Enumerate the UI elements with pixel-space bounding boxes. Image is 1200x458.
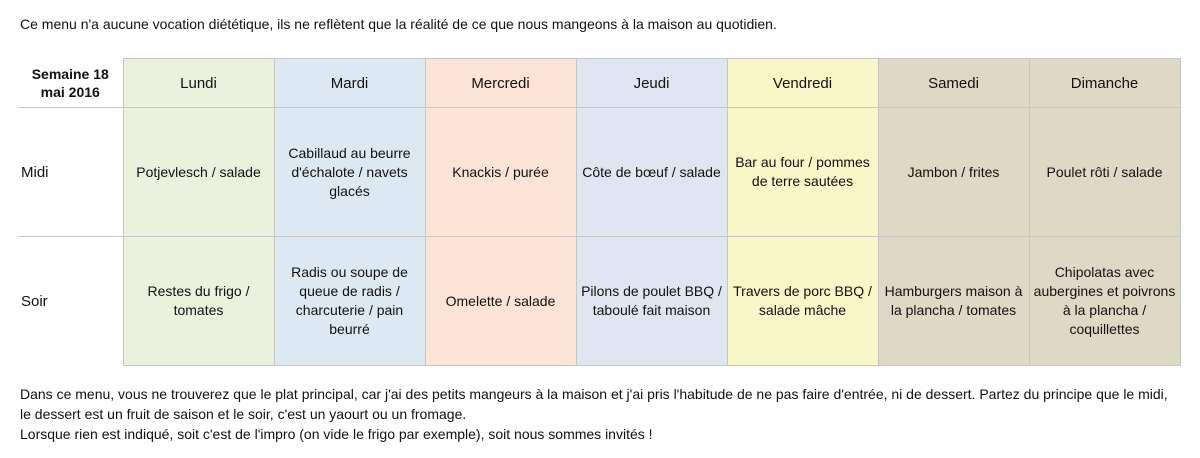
midi-meal-mardi: Cabillaud au beurre d'échalote / navets glacés xyxy=(274,108,425,237)
day-header-mercredi: Mercredi xyxy=(425,59,576,108)
intro-text: Ce menu n'a aucune vocation diététique, ils ne reflètent que la réalité de ce que nous mangeons à la maison au quotidien. xyxy=(20,16,777,32)
day-header-lundi: Lundi xyxy=(123,59,274,108)
midi-label: Midi xyxy=(18,108,123,237)
soir-meal-mercredi: Omelette / salade xyxy=(425,237,576,366)
day-header-mardi: Mardi xyxy=(274,59,425,108)
soir-label: Soir xyxy=(18,237,123,366)
soir-row xyxy=(18,237,1180,366)
soir-meal-jeudi: Pilons de poulet BBQ / taboulé fait maison xyxy=(576,237,727,366)
midi-meal-mercredi: Knackis / purée xyxy=(425,108,576,237)
soir-meal-samedi: Hamburgers maison à la plancha / tomates xyxy=(878,237,1029,366)
header-row xyxy=(18,59,1180,108)
midi-meal-samedi: Jambon / frites xyxy=(878,108,1029,237)
soir-meal-lundi: Restes du frigo / tomates xyxy=(123,237,274,366)
day-header-samedi: Samedi xyxy=(878,59,1029,108)
day-header-dimanche: Dimanche xyxy=(1029,59,1180,108)
soir-meal-dimanche: Chipolatas avec aubergines et poivrons à la plancha / coquillettes xyxy=(1029,237,1180,366)
midi-row xyxy=(18,108,1180,237)
footer-note-dessert: Dans ce menu, vous ne trouverez que le plat principal, car j'ai des petits mangeurs à la maison et j'ai pris l'habitude de ne pas faire d'entrée, ni de dessert. Partez du principe que le midi, le dessert est un fruit de saison et le soir, c'est un yaourt ou un fromage. xyxy=(20,386,1168,422)
day-header-vendredi: Vendredi xyxy=(727,59,878,108)
soir-meal-mardi: Radis ou soupe de queue de radis / charcuterie / pain beurré xyxy=(274,237,425,366)
midi-meal-dimanche: Poulet rôti / salade xyxy=(1029,108,1180,237)
weekly-menu-table xyxy=(18,58,1181,366)
soir-meal-vendredi: Travers de porc BBQ / salade mâche xyxy=(727,237,878,366)
midi-meal-jeudi: Côte de bœuf / salade xyxy=(576,108,727,237)
footer-notes xyxy=(20,384,1180,444)
midi-meal-vendredi: Bar au four / pommes de terre sautées xyxy=(727,108,878,237)
day-header-jeudi: Jeudi xyxy=(576,59,727,108)
week-label: Semaine 18 mai 2016 xyxy=(18,59,123,108)
midi-meal-lundi: Potjevlesch / salade xyxy=(123,108,274,237)
footer-note-impro: Lorsque rien est indiqué, soit c'est de l'impro (on vide le frigo par exemple), soit nous sommes invités ! xyxy=(20,426,653,442)
